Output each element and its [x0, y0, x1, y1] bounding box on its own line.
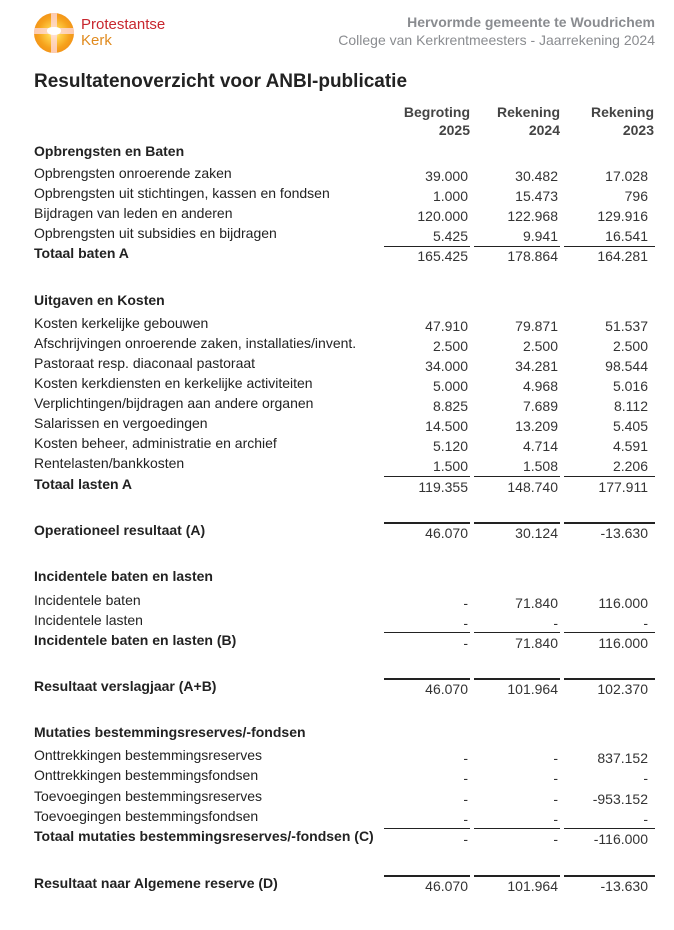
- value-cell: 5.000: [432, 378, 468, 394]
- sum-divider: [474, 476, 560, 477]
- value-cell: 2.500: [612, 338, 648, 354]
- sum-divider: [564, 828, 655, 829]
- value-cell: -: [643, 615, 648, 631]
- section-heading: [34, 143, 656, 163]
- value-cell: 8.112: [614, 398, 648, 414]
- value-cell: 46.070: [425, 525, 468, 541]
- table-row: [34, 225, 656, 245]
- page-title: Resultatenoverzicht voor ANBI-publicatie: [34, 71, 408, 92]
- document-subtitle: College van Kerkrentmeesters - Jaarrekening 2024: [338, 32, 655, 48]
- table-row: [34, 185, 656, 205]
- value-cell: 9.941: [522, 228, 558, 244]
- value-cell: 17.028: [605, 168, 648, 184]
- value-cell: 34.000: [425, 358, 468, 374]
- value-cell: 2.206: [612, 458, 648, 474]
- sum-divider: [474, 678, 560, 680]
- table-row: [34, 335, 656, 355]
- section-heading: [34, 292, 656, 312]
- value-cell: 39.000: [425, 168, 468, 184]
- value-cell: -: [463, 750, 468, 766]
- row-label: Incidentele baten en lasten (B): [34, 632, 237, 648]
- row-label: Onttrekkingen bestemmingsreserves: [34, 747, 262, 763]
- value-cell: 4.591: [612, 438, 648, 454]
- row-label: Incidentele lasten: [34, 612, 143, 628]
- value-cell: 164.281: [597, 248, 648, 264]
- total-row: [34, 828, 656, 848]
- value-cell: 46.070: [425, 681, 468, 697]
- value-cell: 1.500: [432, 458, 468, 474]
- value-cell: 120.000: [417, 208, 468, 224]
- value-cell: 13.209: [515, 418, 558, 434]
- value-cell: 98.544: [605, 358, 648, 374]
- total-row: [34, 476, 656, 496]
- sum-divider: [474, 632, 560, 633]
- value-cell: 116.000: [598, 635, 648, 651]
- row-label: Bijdragen van leden en anderen: [34, 205, 233, 221]
- value-cell: 30.124: [515, 525, 558, 541]
- row-label: Totaal mutaties bestemmingsreserves/-fondsen (C): [34, 828, 374, 844]
- row-label: Operationeel resultaat (A): [34, 522, 206, 538]
- sum-divider: [564, 476, 655, 477]
- row-label: Rentelasten/bankkosten: [34, 455, 185, 471]
- table-row: [34, 788, 656, 808]
- value-cell: 71.840: [515, 635, 558, 651]
- protestantse-kerk-logo: [34, 13, 172, 53]
- value-cell: 165.425: [417, 248, 468, 264]
- total-row: [34, 632, 656, 652]
- value-cell: 14.500: [425, 418, 468, 434]
- table-row: [34, 415, 656, 435]
- row-label: Toevoegingen bestemmingsfondsen: [34, 808, 259, 824]
- column-header-rekening-2023: Rekening 2023: [590, 104, 654, 138]
- sum-divider: [474, 875, 560, 877]
- sum-divider: [384, 678, 470, 680]
- table-row: [34, 395, 656, 415]
- value-cell: -: [643, 770, 648, 786]
- sum-divider: [474, 828, 560, 829]
- value-cell: 1.508: [522, 458, 558, 474]
- table-row: [34, 435, 656, 455]
- value-cell: -: [553, 831, 558, 847]
- value-cell: 177.911: [598, 479, 648, 495]
- table-row: [34, 375, 656, 395]
- table-row: [34, 612, 656, 632]
- row-label: Opbrengsten en Baten: [34, 143, 185, 159]
- value-cell: -: [553, 811, 558, 827]
- total-row: [34, 245, 656, 265]
- value-cell: 34.281: [515, 358, 558, 374]
- sum-divider: [384, 476, 470, 477]
- row-label: Totaal baten A: [34, 245, 129, 261]
- value-cell: -: [553, 615, 558, 631]
- row-label: Resultaat verslagjaar (A+B): [34, 678, 217, 694]
- value-cell: -: [463, 595, 468, 611]
- logo-line2: Kerk: [81, 32, 112, 49]
- sum-divider: [384, 828, 470, 829]
- value-cell: -: [463, 811, 468, 827]
- value-cell: -: [643, 811, 648, 827]
- sum-divider: [564, 875, 655, 877]
- dove-cross-logo-icon: [34, 13, 74, 53]
- value-cell: 101.964: [507, 681, 558, 697]
- table-row: [34, 455, 656, 475]
- row-label: Opbrengsten uit subsidies en bijdragen: [34, 225, 277, 241]
- row-label: Incidentele baten en lasten: [34, 568, 213, 584]
- row-label: Pastoraat resp. diaconaal pastoraat: [34, 355, 256, 371]
- document-header: [338, 13, 655, 49]
- sum-divider: [384, 875, 470, 877]
- value-cell: 46.070: [425, 878, 468, 894]
- row-label: Kosten kerkelijke gebouwen: [34, 315, 209, 331]
- value-cell: 148.740: [507, 479, 558, 495]
- row-label: Mutaties bestemmingsreserves/-fondsen: [34, 724, 306, 740]
- value-cell: -: [553, 750, 558, 766]
- value-cell: -: [463, 615, 468, 631]
- table-row: [34, 592, 656, 612]
- row-label: Onttrekkingen bestemmingsfondsen: [34, 767, 259, 783]
- value-cell: 5.425: [432, 228, 468, 244]
- value-cell: 4.714: [522, 438, 558, 454]
- sum-divider: [384, 632, 470, 633]
- value-cell: 7.689: [522, 398, 558, 414]
- value-cell: -: [463, 831, 468, 847]
- value-cell: -116.000: [593, 831, 648, 847]
- value-cell: -: [553, 791, 558, 807]
- sum-divider: [384, 246, 470, 247]
- row-label: Salarissen en vergoedingen: [34, 415, 208, 431]
- value-cell: 30.482: [515, 168, 558, 184]
- value-cell: 5.016: [612, 378, 648, 394]
- value-cell: 79.871: [515, 318, 558, 334]
- value-cell: -: [553, 770, 558, 786]
- total-row: [34, 678, 656, 698]
- row-label: Opbrengsten onroerende zaken: [34, 165, 232, 181]
- value-cell: 71.840: [515, 595, 558, 611]
- value-cell: -13.630: [600, 878, 648, 894]
- value-cell: 2.500: [522, 338, 558, 354]
- value-cell: 116.000: [598, 595, 648, 611]
- value-cell: 47.910: [425, 318, 468, 334]
- logo-line1: Protestantse: [81, 16, 166, 33]
- value-cell: 129.916: [597, 208, 648, 224]
- value-cell: 8.825: [432, 398, 468, 414]
- column-header-rekening-2024: Rekening 2024: [496, 104, 560, 138]
- org-name: Hervormde gemeente te Woudrichem: [407, 14, 655, 30]
- value-cell: 51.537: [605, 318, 648, 334]
- value-cell: 2.500: [432, 338, 468, 354]
- value-cell: 178.864: [507, 248, 558, 264]
- table-row: [34, 355, 656, 375]
- value-cell: 796: [624, 188, 648, 204]
- value-cell: 5.120: [432, 438, 468, 454]
- sum-divider: [564, 678, 655, 680]
- row-label: Incidentele baten: [34, 592, 141, 608]
- value-cell: -: [463, 791, 468, 807]
- column-header-begroting-2025: Begroting 2025: [403, 104, 470, 138]
- row-label: Opbrengsten uit stichtingen, kassen en fondsen: [34, 185, 330, 201]
- sum-divider: [564, 522, 655, 524]
- row-label: Kosten kerkdiensten en kerkelijke activiteiten: [34, 375, 313, 391]
- sum-divider: [474, 246, 560, 247]
- row-label: Verplichtingen/bijdragen aan andere organen: [34, 395, 314, 411]
- sum-divider: [564, 632, 655, 633]
- row-label: Afschrijvingen onroerende zaken, installaties/invent.: [34, 335, 357, 351]
- value-cell: 837.152: [597, 750, 648, 766]
- row-label: Resultaat naar Algemene reserve (D): [34, 875, 278, 891]
- value-cell: -13.630: [600, 525, 648, 541]
- sum-divider: [384, 522, 470, 524]
- value-cell: 119.355: [418, 479, 468, 495]
- total-row: [34, 875, 656, 895]
- row-label: Totaal lasten A: [34, 476, 133, 492]
- table-row: [34, 747, 656, 767]
- value-cell: 16.541: [605, 228, 648, 244]
- sum-divider: [474, 522, 560, 524]
- value-cell: -: [463, 770, 468, 786]
- value-cell: 101.964: [507, 878, 558, 894]
- value-cell: -953.152: [592, 791, 648, 807]
- value-cell: 5.405: [612, 418, 648, 434]
- value-cell: -: [463, 635, 468, 651]
- row-label: Uitgaven en Kosten: [34, 292, 165, 308]
- total-row: [34, 522, 656, 542]
- value-cell: 1.000: [432, 188, 468, 204]
- section-heading: [34, 568, 656, 588]
- section-heading: [34, 724, 656, 744]
- table-row: [34, 205, 656, 225]
- table-row: [34, 767, 656, 787]
- table-row: [34, 165, 656, 185]
- row-label: Toevoegingen bestemmingsreserves: [34, 788, 263, 804]
- table-row: [34, 808, 656, 828]
- sum-divider: [564, 246, 655, 247]
- value-cell: 102.370: [597, 681, 648, 697]
- table-row: [34, 315, 656, 335]
- value-cell: 4.968: [522, 378, 558, 394]
- value-cell: 122.968: [507, 208, 558, 224]
- row-label: Kosten beheer, administratie en archief: [34, 435, 277, 451]
- value-cell: 15.473: [515, 188, 558, 204]
